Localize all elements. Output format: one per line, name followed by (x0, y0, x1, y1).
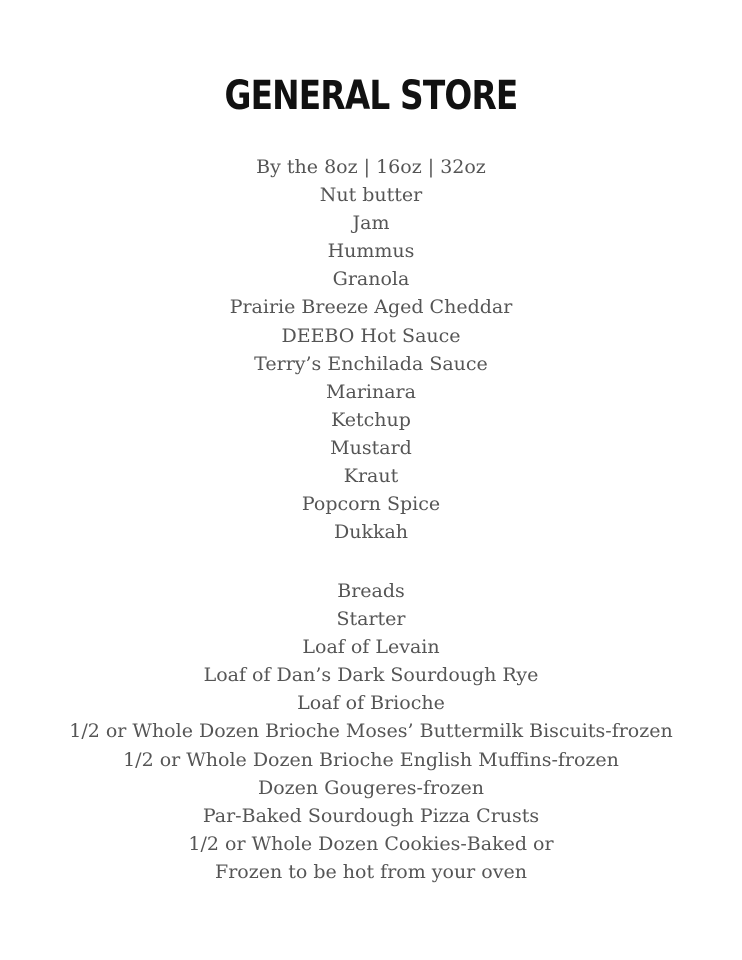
list-item: Frozen to be hot from your oven (215, 860, 527, 883)
list-item: Loaf of Dan’s Dark Sourdough Rye (203, 664, 539, 687)
list-item: 1/2 or Whole Dozen Cookies-Baked or (188, 832, 554, 855)
breads-list (0, 577, 742, 886)
list-item: DEEBO Hot Sauce (281, 324, 461, 347)
list-item: Prairie Breeze Aged Cheddar (229, 296, 513, 319)
sized-items-list (0, 153, 742, 546)
list-item: Nut butter (319, 184, 423, 207)
list-item: By the 8oz | 16oz | 32oz (256, 156, 486, 178)
list-item: 1/2 or Whole Dozen Brioche English Muffins-frozen (123, 748, 619, 771)
list-item: 1/2 or Whole Dozen Brioche Moses’ Buttermilk Biscuits-frozen (69, 720, 673, 743)
list-item: Dozen Gougeres-frozen (257, 776, 484, 799)
list-item: Ketchup (331, 408, 411, 431)
list-item: Par-Baked Sourdough Pizza Crusts (202, 804, 540, 827)
list-item: Loaf of Levain (302, 636, 440, 659)
list-item: Loaf of Brioche (297, 692, 445, 715)
list-item: Jam (352, 212, 390, 235)
list-item: Granola (332, 268, 410, 291)
list-item: Terry’s Enchilada Sauce (254, 352, 488, 375)
list-item: Mustard (330, 436, 412, 459)
list-item: Breads (337, 580, 405, 602)
list-item: Marinara (326, 380, 416, 403)
list-item: Starter (336, 608, 406, 631)
list-item: Kraut (343, 465, 399, 488)
list-item: Popcorn Spice (301, 493, 441, 516)
list-item: Dukkah (333, 521, 409, 544)
page-title: GENERAL STORE (224, 73, 518, 119)
list-item: Hummus (327, 240, 415, 263)
